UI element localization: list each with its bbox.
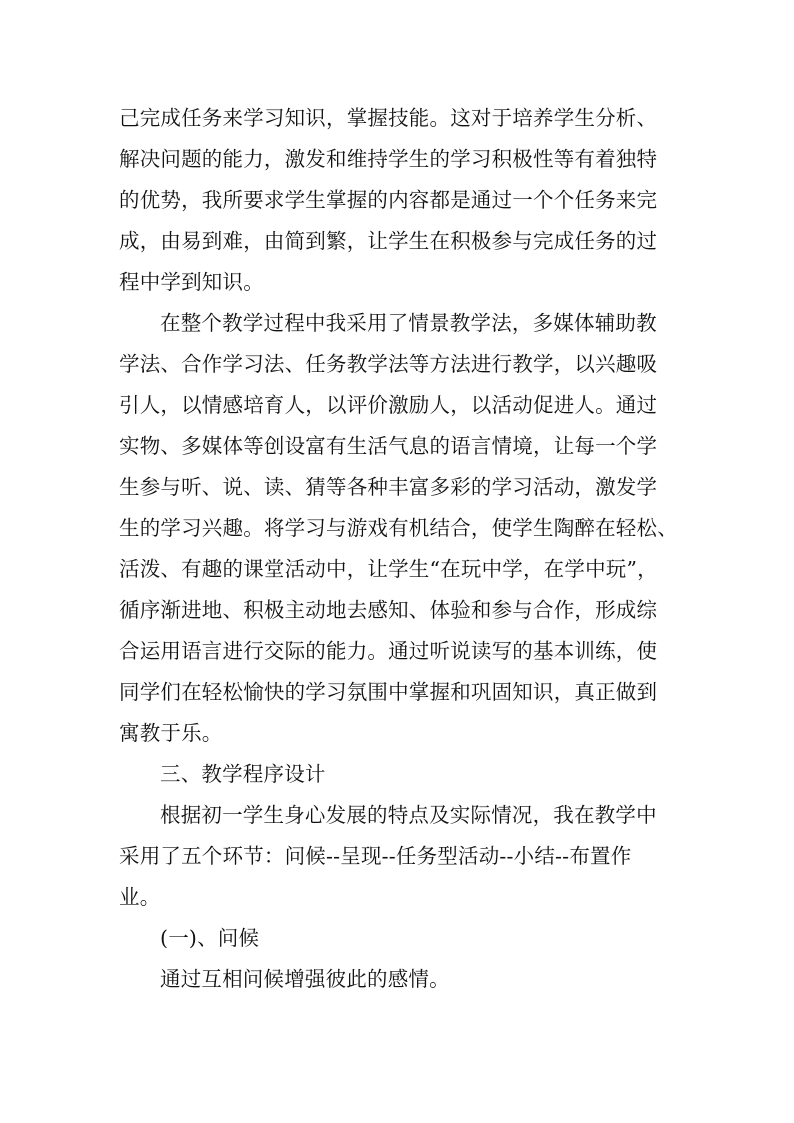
section-heading: 三、教学程序设计 xyxy=(160,762,326,786)
paragraph-line: 在整个教学过程中我采用了情景教学法，多媒体辅助教 xyxy=(160,311,657,335)
paragraph-line: 解决问题的能力，激发和维持学生的学习积极性等有着独特 xyxy=(119,147,658,171)
paragraph-line: 实物、多媒体等创设富有生活气息的语言情境，让每一个学 xyxy=(119,434,658,458)
paragraph-line: 学法、合作学习法、任务教学法等方法进行教学，以兴趣吸 xyxy=(119,352,658,376)
paragraph-line: 业。 xyxy=(119,885,161,909)
paragraph-line: 采用了五个环节：问候--呈现--任务型活动--小结--布置作 xyxy=(119,844,632,868)
paragraph-line: 寓教于乐。 xyxy=(119,721,223,745)
paragraph-line: 程中学到知识。 xyxy=(119,270,264,294)
paragraph-line: 的优势，我所要求学生掌握的内容都是通过一个个任务来完 xyxy=(119,188,658,212)
paragraph-line: 同学们在轻松愉快的学习氛围中掌握和巩固知识，真正做到 xyxy=(119,680,658,704)
subsection-heading: (一)、问候 xyxy=(160,926,260,950)
paragraph-line: 循序渐进地、积极主动地去感知、体验和参与合作，形成综 xyxy=(119,598,658,622)
paragraph-line: 己完成任务来学习知识，掌握技能。这对于培养学生分析、 xyxy=(119,106,658,130)
paragraph-line: 成，由易到难，由简到繁，让学生在积极参与完成任务的过 xyxy=(119,229,658,253)
paragraph-line: 生参与听、说、读、猜等各种丰富多彩的学习活动，激发学 xyxy=(119,475,658,499)
paragraph-line: 合运用语言进行交际的能力。通过听说读写的基本训练，使 xyxy=(119,639,658,663)
paragraph-line: 活泼、有趣的课堂活动中，让学生“在玩中学，在学中玩”， xyxy=(119,557,658,581)
paragraph-line: 根据初一学生身心发展的特点及实际情况，我在教学中 xyxy=(160,803,657,827)
paragraph-line: 生的学习兴趣。将学习与游戏有机结合，使学生陶醉在轻松、 xyxy=(119,516,678,540)
paragraph-line: 通过互相问候增强彼此的感情。 xyxy=(160,967,450,991)
paragraph-line: 引人，以情感培育人，以评价激励人，以活动促进人。通过 xyxy=(119,393,658,417)
